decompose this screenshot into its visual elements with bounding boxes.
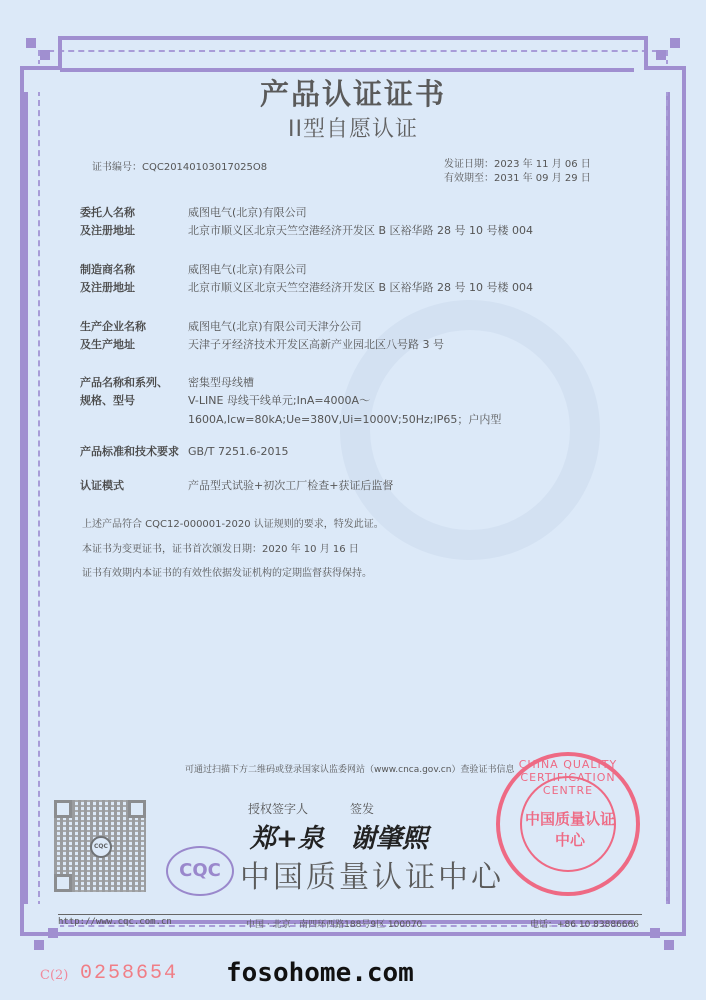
serial-number: 0258654 [80,962,179,985]
certificate-number-label: 证书编号： [92,162,142,173]
footer-address: 中国 · 北京 · 南四环西路188号9区 100070 [246,920,423,930]
footer-website[interactable]: http://www.cqc.com.cn [58,917,172,927]
field-value: V-LINE 母线干线单元;InA=4000A～1600A,Icw=80kA;Ue=380V,Ui=1000V;50Hz;IP65；户内型 [188,394,502,426]
field-label: 规格、型号 [80,394,135,407]
signature-authorized: 郑+泉 [250,824,324,854]
field-value: 北京市顺义区北京天竺空港经济开发区 B 区裕华路 28 号 10 号楼 004 [188,281,534,294]
field-value: 威图电气(北京)有限公司 [188,263,307,276]
seal-inner-ring [520,776,616,872]
seal-chinese-text: 中国质量认证中心 [524,810,615,849]
field-value: 密集型母线槽 [188,376,254,389]
field-value: 北京市顺义区北京天竺空港经济开发区 B 区裕华路 28 号 10 号楼 004 [188,224,534,237]
serial-prefix: C(2) [40,968,69,983]
certificate-title: 产品认证证书 [259,77,446,111]
field-value: 威图电气(北京)有限公司天津分公司 [188,320,362,333]
field-label: 认证模式 [80,479,124,492]
certificate-dates [444,158,591,186]
seal-english-text: CHINA QUALITY CERTIFICATION CENTRE [518,758,618,797]
statement-line: 上述产品符合 CQC12-000001-2020 认证规则的要求，特发此证。 [82,519,384,530]
cqc-globe-logo-icon: CQC [166,846,234,896]
issue-date-value: 2023 年 11 月 06 日 [494,159,591,170]
field-label: 及注册地址 [80,281,135,294]
field-label: 制造商名称 [80,263,135,276]
field-label: 及生产地址 [80,338,135,351]
expiry-date-label: 有效期至： [444,173,494,184]
certificate-subtitle: II型自愿认证 [288,117,418,142]
field-label: 生产企业名称 [80,320,146,333]
cqc-qr-logo-icon: CQC [90,836,112,858]
qr-finder-icon [54,800,72,818]
field-label: 产品名称和系列、 [80,376,168,389]
organization-name: 中国质量认证中心 [240,860,504,895]
field-value: 产品型式试验+初次工厂检查+获证后监督 [188,479,394,492]
field-value: 威图电气(北京)有限公司 [188,206,307,219]
official-seal-stamp [496,752,640,896]
field-value: 天津子牙经济技术开发区高新产业园北区八号路 3 号 [188,338,444,351]
issuer-label: 签发 [350,802,375,816]
verification-note: 可通过扫描下方二维码或登录国家认监委网站（www.cnca.gov.cn）查验证书信息 [185,765,515,775]
qr-code[interactable] [54,800,146,892]
signature-issuer: 谢肇熙 [350,824,429,854]
certificate-number [92,158,267,173]
statement-line: 证书有效期内本证书的有效性依据发证机构的定期监督获得保持。 [82,568,372,579]
statement-line: 本证书为变更证书，证书首次颁发日期：2020 年 10 月 16 日 [82,544,359,555]
qr-finder-icon [128,800,146,818]
issue-date-label: 发证日期： [444,159,494,170]
qr-finder-icon [54,874,72,892]
expiry-date-value: 2031 年 09 月 29 日 [494,173,591,184]
field-label: 产品标准和技术要求 [80,445,179,458]
field-value: GB/T 7251.6-2015 [188,445,289,458]
certificate-number-value: CQC20140103017025O8 [142,162,268,173]
footer-divider [58,914,642,915]
watermark-site-text: fosohome.com [226,958,414,988]
footer-phone: 电话：+86 10 83886666 [530,920,639,930]
field-label: 及注册地址 [80,224,135,237]
field-label: 委托人名称 [80,206,135,219]
authorized-signatory-label: 授权签字人 [248,802,309,816]
